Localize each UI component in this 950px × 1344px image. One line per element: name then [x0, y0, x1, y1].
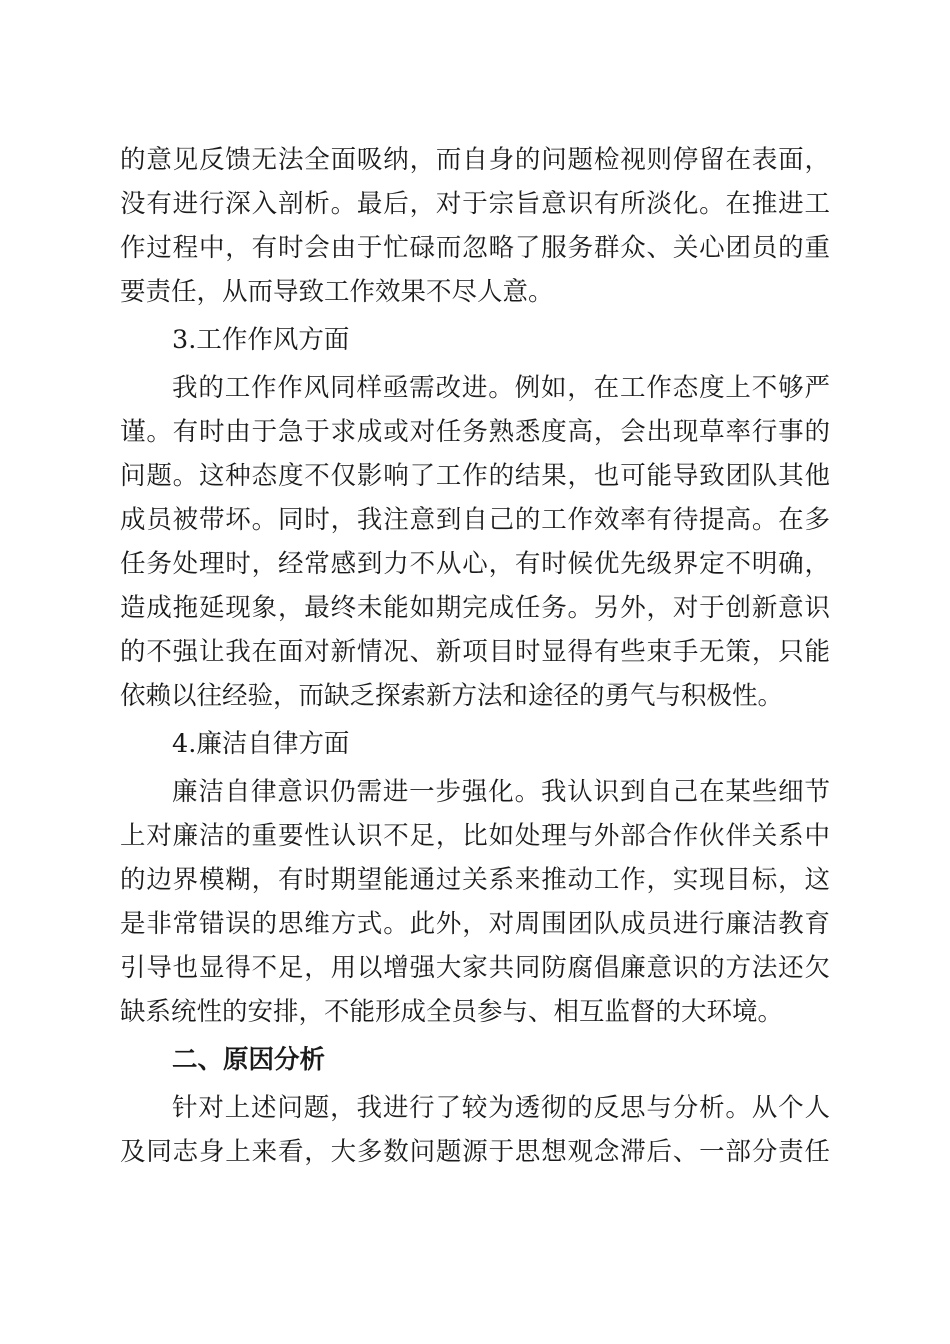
body-text-line: 成员被带坏。同时，我注意到自己的工作效率有待提高。在多: [120, 505, 830, 535]
body-text-line: 任务处理时，经常感到力不从心，有时候优先级界定不明确，: [120, 549, 830, 579]
body-text-line: 上对廉洁的重要性认识不足，比如处理与外部合作伙伴关系中: [120, 821, 830, 851]
body-text-line: 谨。有时由于急于求成或对任务熟悉度高，会出现草率行事的: [120, 417, 830, 447]
body-text-line: 廉洁自律意识仍需进一步强化。我认识到自己在某些细节: [172, 777, 830, 807]
body-text-line: 没有进行深入剖析。最后，对于宗旨意识有所淡化。在推进工: [120, 189, 830, 219]
body-text-line: 针对上述问题，我进行了较为透彻的反思与分析。从个人: [172, 1093, 830, 1123]
body-text-line: 造成拖延现象，最终未能如期完成任务。另外，对于创新意识: [120, 593, 830, 623]
body-text-line: 我的工作作风同样亟需改进。例如，在工作态度上不够严: [172, 373, 830, 403]
section-heading-integrity: 4.廉洁自律方面: [172, 729, 350, 759]
body-text-line: 引导也显得不足，用以增强大家共同防腐倡廉意识的方法还欠: [120, 953, 830, 983]
body-text-line: 及同志身上来看，大多数问题源于思想观念滞后、一部分责任: [120, 1137, 830, 1167]
body-text-line: 的意见反馈无法全面吸纳，而自身的问题检视则停留在表面，: [120, 145, 830, 175]
body-text-line: 问题。这种态度不仅影响了工作的结果，也可能导致团队其他: [120, 461, 830, 491]
section-heading-cause-analysis: 二、原因分析: [172, 1045, 326, 1075]
body-text-line: 要责任，从而导致工作效果不尽人意。: [120, 277, 554, 307]
body-text-line: 缺系统性的安排，不能形成全员参与、相互监督的大环境。: [120, 997, 784, 1027]
body-text-line: 是非常错误的思维方式。此外，对周围团队成员进行廉洁教育: [120, 909, 830, 939]
body-text-line: 依赖以往经验，而缺乏探索新方法和途径的勇气与积极性。: [120, 681, 784, 711]
body-text-line: 的不强让我在面对新情况、新项目时显得有些束手无策，只能: [120, 637, 830, 667]
body-text-line: 作过程中，有时会由于忙碌而忽略了服务群众、关心团员的重: [120, 233, 830, 263]
body-text-line: 的边界模糊，有时期望能通过关系来推动工作，实现目标，这: [120, 865, 830, 895]
section-heading-work-style: 3.工作作风方面: [172, 325, 350, 355]
